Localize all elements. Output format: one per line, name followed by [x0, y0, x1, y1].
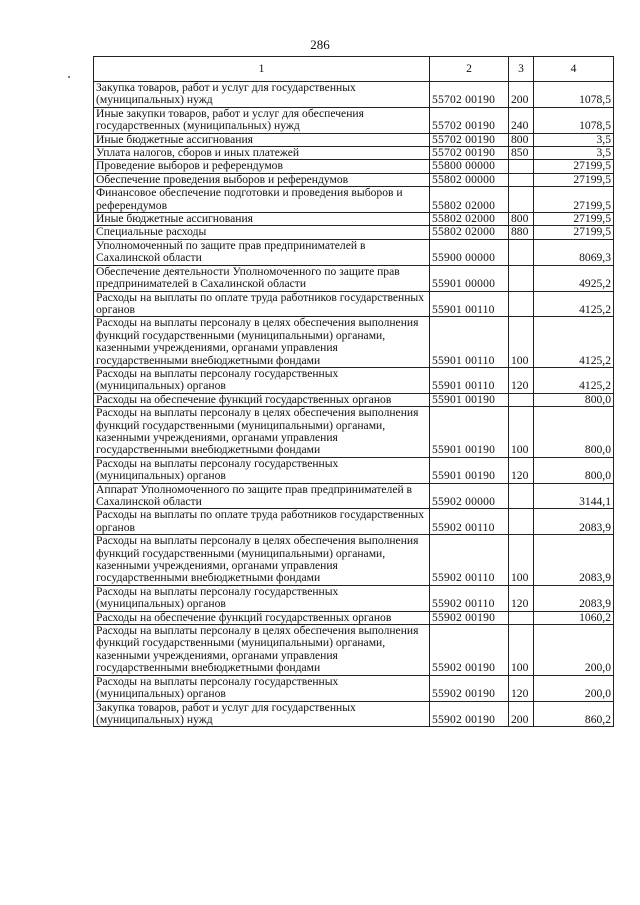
row-code: 55902 00110 [430, 509, 509, 535]
row-expense-type: 100 [509, 535, 534, 586]
row-amount: 27199,5 [534, 173, 614, 186]
page-number: 286 [310, 37, 330, 52]
row-name: Иные закупки товаров, работ и услуг для обеспечения государственных (муниципальных) нужд [94, 107, 430, 133]
row-expense-type [509, 611, 534, 624]
row-name: Закупка товаров, работ и услуг для государственных (муниципальных) нужд [94, 82, 430, 108]
row-expense-type: 800 [509, 213, 534, 226]
row-amount: 2083,9 [534, 585, 614, 611]
row-name: Расходы на выплаты персоналу в целях обеспечения выполнения функций государственными (муниципальными) органами, казенными учреждениями, органами управления государственными внебюджетными фондами [94, 317, 430, 368]
row-name: Расходы на выплаты персоналу государственных (муниципальных) органов [94, 457, 430, 483]
row-name: Расходы на выплаты персоналу государственных (муниципальных) органов [94, 585, 430, 611]
row-name: Расходы на выплаты персоналу в целях обеспечения выполнения функций государственными (муниципальными) органами, казенными учреждениями, органами управления государственными внебюджетными фондами [94, 407, 430, 458]
row-name: Закупка товаров, работ и услуг для государственных (муниципальных) нужд [94, 701, 430, 727]
row-code: 55800 00000 [430, 160, 509, 173]
row-amount: 200,0 [534, 675, 614, 701]
row-expense-type: 120 [509, 457, 534, 483]
header-col-3: 3 [509, 57, 534, 82]
table-row [94, 367, 614, 393]
table-row [94, 483, 614, 509]
table-row [94, 213, 614, 226]
row-name: Расходы на выплаты персоналу в целях обеспечения выполнения функций государственными (муниципальными) органами, казенными учреждениями, органами управления государственными внебюджетными фондами [94, 625, 430, 676]
row-expense-type: 100 [509, 407, 534, 458]
row-amount: 27199,5 [534, 213, 614, 226]
row-code: 55702 00190 [430, 147, 509, 160]
row-code: 55702 00190 [430, 82, 509, 108]
row-expense-type: 880 [509, 226, 534, 239]
table-row [94, 133, 614, 146]
row-expense-type [509, 239, 534, 265]
scan-speck [68, 76, 70, 78]
row-amount: 800,0 [534, 457, 614, 483]
table-row [94, 317, 614, 368]
row-amount: 27199,5 [534, 187, 614, 213]
row-expense-type: 120 [509, 675, 534, 701]
row-name: Уплата налогов, сборов и иных платежей [94, 147, 430, 160]
row-expense-type [509, 393, 534, 406]
row-amount: 800,0 [534, 407, 614, 458]
row-code: 55902 00000 [430, 483, 509, 509]
row-code: 55802 02000 [430, 226, 509, 239]
row-expense-type [509, 509, 534, 535]
row-name: Иные бюджетные ассигнования [94, 133, 430, 146]
row-expense-type: 200 [509, 701, 534, 727]
row-name: Расходы на выплаты по оплате труда работников государственных органов [94, 509, 430, 535]
row-expense-type: 100 [509, 625, 534, 676]
row-name: Специальные расходы [94, 226, 430, 239]
row-name: Расходы на обеспечение функций государственных органов [94, 393, 430, 406]
row-code: 55900 00000 [430, 239, 509, 265]
row-expense-type [509, 187, 534, 213]
row-amount: 4125,2 [534, 317, 614, 368]
row-code: 55802 02000 [430, 213, 509, 226]
table-row [94, 82, 614, 108]
row-expense-type [509, 291, 534, 317]
table-row [94, 107, 614, 133]
row-expense-type: 850 [509, 147, 534, 160]
row-amount: 800,0 [534, 393, 614, 406]
row-expense-type: 120 [509, 585, 534, 611]
row-code: 55901 00000 [430, 265, 509, 291]
row-amount: 860,2 [534, 701, 614, 727]
row-amount: 4125,2 [534, 367, 614, 393]
row-code: 55902 00190 [430, 611, 509, 624]
row-amount: 200,0 [534, 625, 614, 676]
table-row [94, 625, 614, 676]
row-code: 55902 00190 [430, 675, 509, 701]
table-row [94, 509, 614, 535]
row-amount: 4925,2 [534, 265, 614, 291]
row-name: Проведение выборов и референдумов [94, 160, 430, 173]
row-code: 55901 00190 [430, 407, 509, 458]
row-expense-type [509, 483, 534, 509]
row-amount: 3144,1 [534, 483, 614, 509]
table-row [94, 585, 614, 611]
row-amount: 1078,5 [534, 107, 614, 133]
header-col-4: 4 [534, 57, 614, 82]
row-amount: 8069,3 [534, 239, 614, 265]
table-row [94, 701, 614, 727]
row-name: Расходы на обеспечение функций государственных органов [94, 611, 430, 624]
table-row [94, 535, 614, 586]
table-row [94, 393, 614, 406]
row-name: Обеспечение проведения выборов и референдумов [94, 173, 430, 186]
row-amount: 2083,9 [534, 535, 614, 586]
table-row [94, 265, 614, 291]
row-amount: 3,5 [534, 147, 614, 160]
table-row [94, 226, 614, 239]
row-code: 55901 00190 [430, 457, 509, 483]
row-name: Обеспечение деятельности Уполномоченного по защите прав предпринимателей в Сахалинской области [94, 265, 430, 291]
row-amount: 1060,2 [534, 611, 614, 624]
header-col-2: 2 [430, 57, 509, 82]
row-code: 55902 00190 [430, 701, 509, 727]
row-amount: 2083,9 [534, 509, 614, 535]
table-row [94, 407, 614, 458]
row-name: Уполномоченный по защите прав предпринимателей в Сахалинской области [94, 239, 430, 265]
row-expense-type: 240 [509, 107, 534, 133]
row-name: Расходы на выплаты персоналу государственных (муниципальных) органов [94, 367, 430, 393]
row-name: Иные бюджетные ассигнования [94, 213, 430, 226]
table-row [94, 160, 614, 173]
table-row [94, 291, 614, 317]
row-code: 55901 00110 [430, 317, 509, 368]
row-expense-type: 800 [509, 133, 534, 146]
table-row [94, 457, 614, 483]
table-row [94, 147, 614, 160]
row-code: 55902 00190 [430, 625, 509, 676]
row-name: Аппарат Уполномоченного по защите прав предпринимателей в Сахалинской области [94, 483, 430, 509]
table-body [94, 82, 614, 727]
table-header-row [94, 57, 614, 82]
row-code: 55702 00190 [430, 107, 509, 133]
table-row [94, 675, 614, 701]
row-code: 55901 00190 [430, 393, 509, 406]
row-name: Расходы на выплаты персоналу государственных (муниципальных) органов [94, 675, 430, 701]
table-row [94, 173, 614, 186]
row-expense-type [509, 160, 534, 173]
header-col-1: 1 [94, 57, 430, 82]
table-row [94, 611, 614, 624]
budget-table [93, 56, 614, 727]
row-code: 55802 02000 [430, 187, 509, 213]
row-name: Расходы на выплаты по оплате труда работников государственных органов [94, 291, 430, 317]
table-row [94, 239, 614, 265]
row-amount: 27199,5 [534, 160, 614, 173]
row-amount: 4125,2 [534, 291, 614, 317]
row-code: 55802 00000 [430, 173, 509, 186]
row-code: 55902 00110 [430, 585, 509, 611]
table-row [94, 187, 614, 213]
row-code: 55702 00190 [430, 133, 509, 146]
row-amount: 1078,5 [534, 82, 614, 108]
row-code: 55901 00110 [430, 367, 509, 393]
row-expense-type: 100 [509, 317, 534, 368]
row-amount: 27199,5 [534, 226, 614, 239]
row-amount: 3,5 [534, 133, 614, 146]
row-name: Расходы на выплаты персоналу в целях обеспечения выполнения функций государственными (муниципальными) органами, казенными учреждениями, органами управления государственными внебюджетными фондами [94, 535, 430, 586]
row-expense-type: 120 [509, 367, 534, 393]
row-expense-type [509, 173, 534, 186]
row-code: 55901 00110 [430, 291, 509, 317]
row-expense-type [509, 265, 534, 291]
row-expense-type: 200 [509, 82, 534, 108]
row-code: 55902 00110 [430, 535, 509, 586]
row-name: Финансовое обеспечение подготовки и проведения выборов и референдумов [94, 187, 430, 213]
